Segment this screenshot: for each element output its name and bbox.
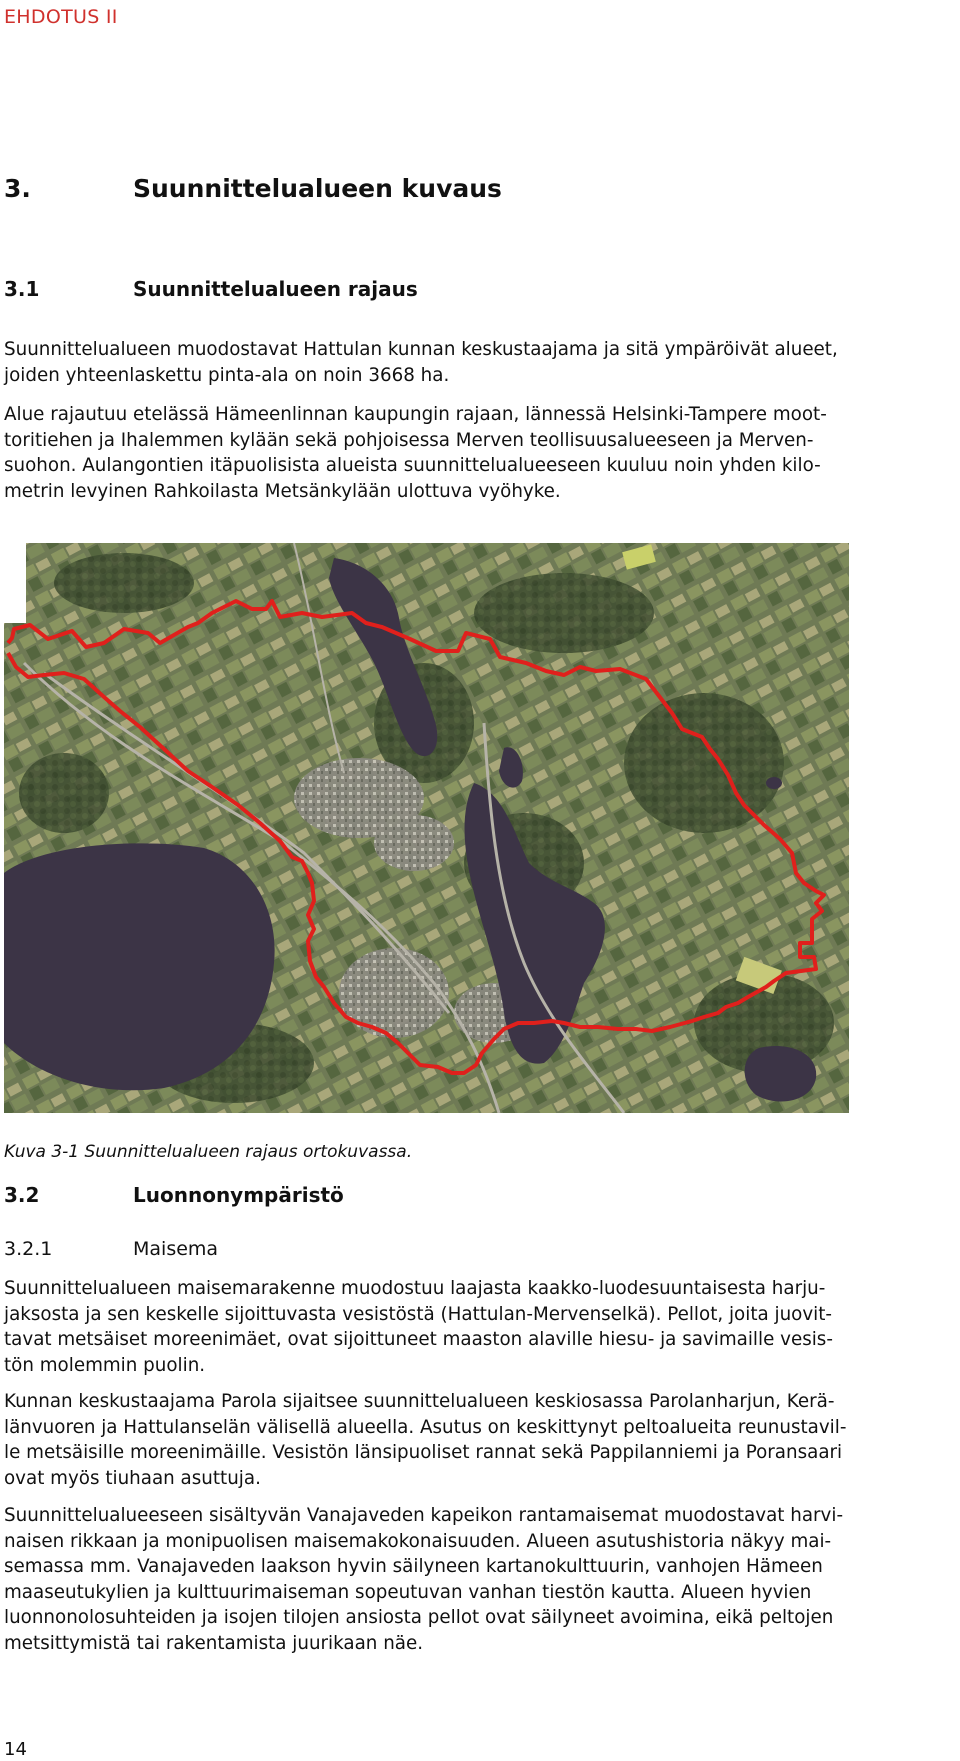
subsection-number: 3.2 [4,1183,40,1207]
orthophoto-map [4,543,849,1113]
figure-caption: Kuva 3-1 Suunnittelualueen rajaus ortokuvassa. [4,1142,413,1162]
section-number: 3. [4,174,31,203]
paragraph-area-size: Suunnittelualueen muodostavat Hattulan kunnan keskustaajama ja sitä ympäröivät alueet, joiden yhteenlaskettu pinta-ala on noin 3668 ha. [4,339,838,386]
subsection-title: Suunnittelualueen rajaus [133,277,418,301]
paragraph-landscape-structure: Suunnittelualueen maisemarakenne muodostuu laajasta kaakko-luodesuuntaisesta harju- jaksosta ja sen keskelle sijoittuvasta vesistöstä (Hattulan-Mervenselkä). Pellot, joita juovit- tavat metsäiset moreenimäet, ovat sijoittuneet maaston alaville hiesu- ja savimaille vesis- tön molemmin puolin. [4,1278,833,1376]
subsubsection-title: Maisema [133,1238,219,1260]
subsection-title: Luonnonympäristö [133,1183,344,1207]
subsubsection-number: 3.2.1 [4,1238,53,1260]
paragraph-boundaries: Alue rajautuu etelässä Hämeenlinnan kaupungin rajaan, lännessä Helsinki-Tampere moot- toritiehen ja Ihalemmen kylään sekä pohjoisessa Merven teollisuusalueeseen ja Merven- suohon. Aulangontien itäpuolisista alueista suunnittelualueeseen kuuluu noin yhden kilo- metrin levyinen Rahkoilasta Metsänkylään ulottuva vyöhyke. [4,404,827,502]
subsection-number: 3.1 [4,277,40,301]
draft-label: EHDOTUS II [4,6,118,28]
paragraph-vanajavesi: Suunnittelualueeseen sisältyvän Vanajaveden kapeikon rantamaisemat muodostavat harvi- naisen rikkaan ja monipuolisen maisemakokonaisuuden. Alueen asutushistoria näkyy mai- semassa mm. Vanajaveden laakson hyvin säilyneen kartanokulttuurin, vanhojen Hämeen maaseutukylien ja kulttuurimaiseman sopeutuvan vanhan tiestön kautta. Alueen hyvien luonnonolosuhteiden ja isojen tilojen ansiosta pellot ovat säilyneet avoimina, eikä peltojen metsittymistä tai rakentamista juurikaan näe. [4,1505,844,1654]
page-number: 14 [4,1739,27,1760]
section-title: Suunnittelualueen kuvaus [133,174,502,203]
paragraph-parola: Kunnan keskustaajama Parola sijaitsee suunnittelualueen keskiosassa Parolanharjun, Kerä- länvuoren ja Hattulanselän välisellä alueella. Asutus on keskittynyt peltoalueita reunustavil- le metsäisille moreenimäille. Vesistön länsipuoliset rannat sekä Pappilanniemi ja Poransaari ovat myös tiuhaan asuttuja. [4,1391,847,1489]
